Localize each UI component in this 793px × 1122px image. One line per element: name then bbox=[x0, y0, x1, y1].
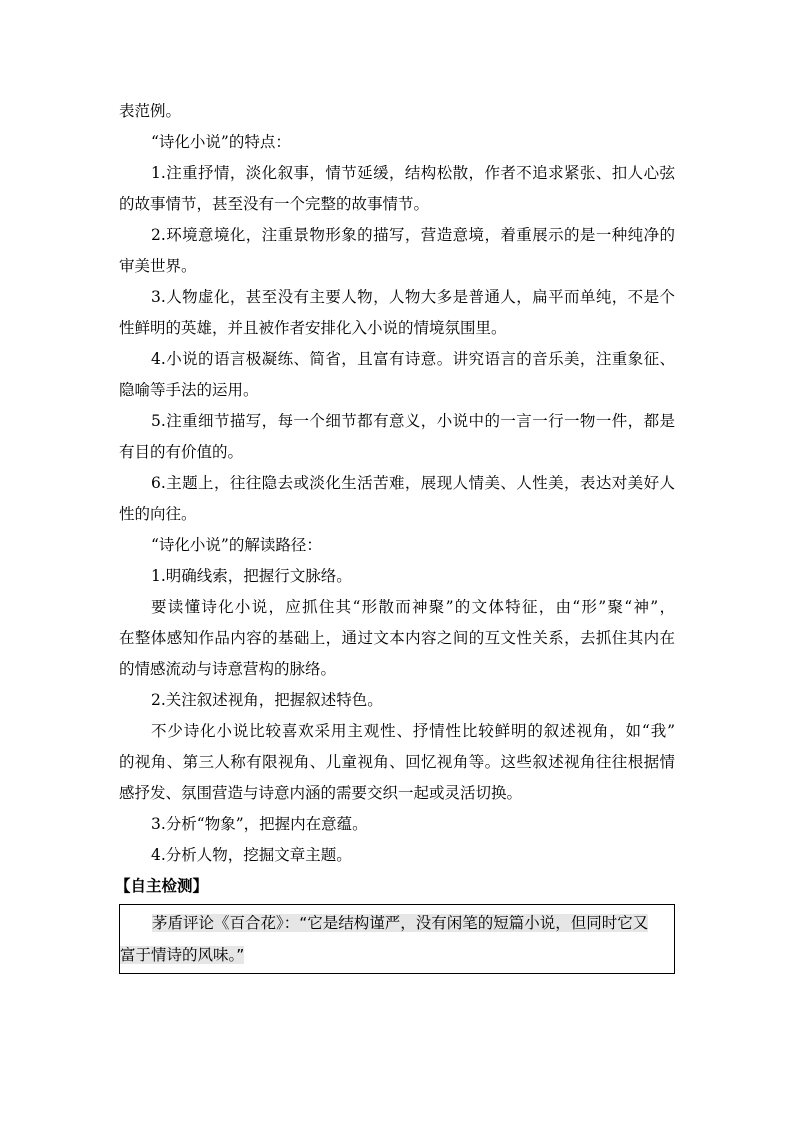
text-line: 4.小说的语言极凝练、简省，且富有诗意。讲究语言的音乐美，注重象征、 bbox=[151, 350, 675, 368]
text-line: “诗化小说”的特点： bbox=[151, 133, 291, 151]
text-line: 审美世界。 bbox=[119, 257, 197, 275]
text-line: 2.环境意境化，注重景物形象的描写，营造意境，着重展示的是一种纯净的 bbox=[151, 226, 675, 244]
text-line: 性鲜明的英雄，并且被作者安排化入小说的情境氛围里。 bbox=[119, 319, 507, 337]
text-line: “诗化小说”的解读路径： bbox=[151, 536, 322, 554]
paragraph-lines bbox=[119, 96, 675, 871]
text-line: 的视角、第三人称有限视角、儿童视角、回忆视角等。这些叙述视角往往根据情 bbox=[119, 753, 675, 771]
text-line: 3.分析“物象”，把握内在意蕴。 bbox=[151, 815, 368, 833]
text-line: 的情感流动与诗意营构的脉络。 bbox=[119, 660, 337, 678]
quote-line-2 bbox=[120, 939, 674, 971]
text-line: 5.注重细节描写，每一个细节都有意义，小说中的一言一行一物一件，都是 bbox=[151, 412, 675, 430]
text-line: 6.主题上，往往隐去或淡化生活苦难，展现人情美、人性美，表达对美好人 bbox=[151, 474, 675, 492]
text-line: 有目的有价值的。 bbox=[119, 443, 244, 461]
text-line: 的故事情节，甚至没有一个完整的故事情节。 bbox=[119, 195, 430, 213]
quote-box bbox=[119, 904, 675, 974]
text-line: 感抒发、氛围营造与诗意内涵的需要交织一起或灵活切换。 bbox=[119, 784, 523, 802]
document-body bbox=[115, 96, 675, 974]
text-line: 4.分析人物，挖掘文章主题。 bbox=[151, 846, 352, 864]
text-line: 性的向往。 bbox=[119, 505, 197, 523]
text-line: 1.注重抒情，淡化叙事，情节延缓，结构松散，作者不追求紧张、扣人心弦 bbox=[151, 164, 675, 182]
text-line: 要读懂诗化小说，应抓住其“形散而神聚”的文体特征，由“形”聚“神”， bbox=[151, 598, 675, 616]
highlighted-quote-text: 富于情诗的风味。” bbox=[120, 946, 245, 964]
text-line: 不少诗化小说比较喜欢采用主观性、抒情性比较鲜明的叙述视角，如“我” bbox=[151, 722, 675, 740]
text-line: 2.关注叙述视角，把握叙述特色。 bbox=[151, 691, 383, 709]
text-line: 表范例。 bbox=[119, 102, 182, 120]
text-line: 隐喻等手法的运用。 bbox=[119, 381, 259, 399]
section-heading: 【自主检测】 bbox=[115, 877, 209, 895]
text-line: 在整体感知作品内容的基础上，通过文本内容之间的互文性关系，去抓住其内在 bbox=[119, 629, 675, 647]
highlighted-quote-text: 茅盾评论《百合花》：“它是结构谨严，没有闲笔的短篇小说，但同时它又 bbox=[152, 914, 649, 932]
text-line: 3.人物虚化，甚至没有主要人物，人物大多是普通人，扁平而单纯，不是个 bbox=[151, 288, 675, 306]
text-line: 1.明确线索，把握行文脉络。 bbox=[151, 567, 352, 585]
quote-line-1 bbox=[120, 907, 674, 939]
